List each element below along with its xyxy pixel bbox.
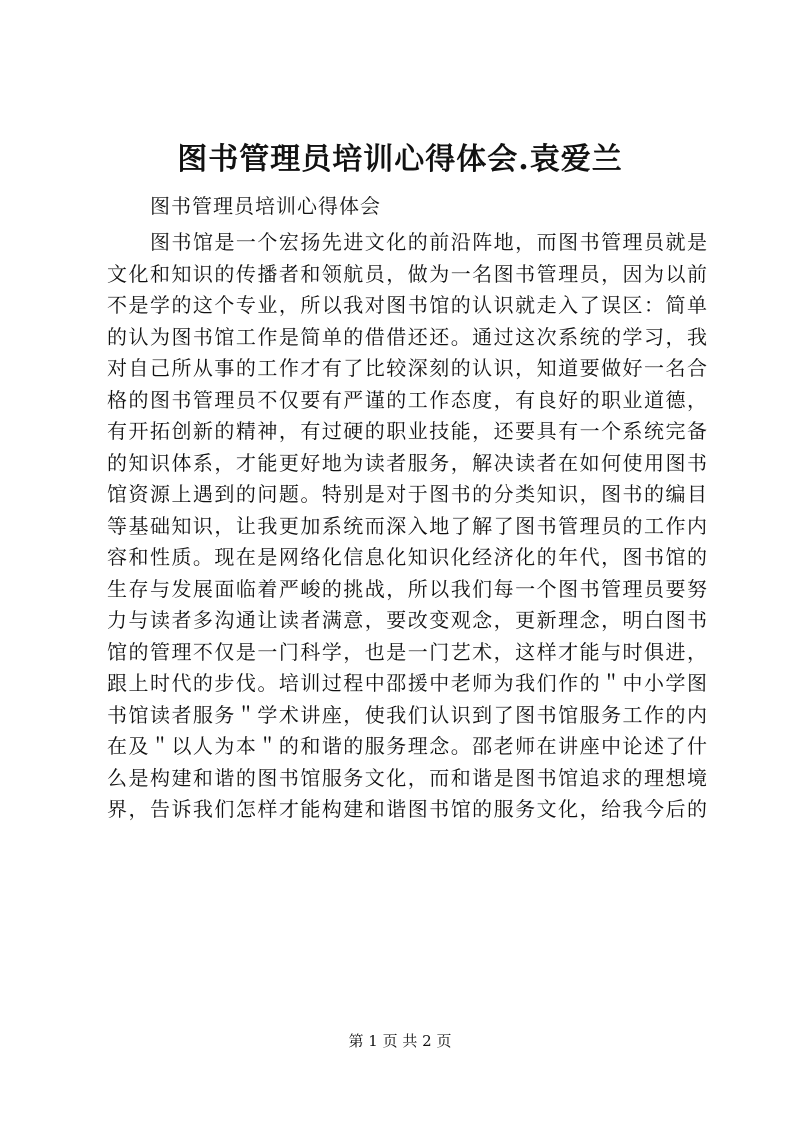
paragraph-line: 格的图书管理员不仅要有严谨的工作态度，有良好的职业道德， xyxy=(107,387,707,412)
paragraph-line: 跟上时代的步伐。培训过程中邵援中老师为我们作的＂中小学图 xyxy=(107,671,707,695)
paragraph-line: 的知识体系，才能更好地为读者服务，解决读者在如何使用图书 xyxy=(107,450,707,475)
paragraph-line: 图书馆是一个宏扬先进文化的前沿阵地，而图书管理员就是 xyxy=(150,230,707,254)
paragraph-line: 的认为图书馆工作是简单的借借还还。通过这次系统的学习，我 xyxy=(107,324,707,349)
paragraph-line: 对自己所从事的工作才有了比较深刻的认识，知道要做好一名合 xyxy=(107,356,707,380)
paragraph-line: 馆资源上遇到的问题。特别是对于图书的分类知识，图书的编目 xyxy=(107,482,707,506)
paragraph-line: 有开拓创新的精神，有过硬的职业技能，还要具有一个系统完备 xyxy=(107,419,707,443)
paragraph-line: 在及＂以人为本＂的和谐的服务理念。邵老师在讲座中论述了什 xyxy=(107,734,707,758)
page-number: 第 1 页 共 2 页 xyxy=(348,1032,452,1050)
document-subtitle: 图书管理员培训心得体会 xyxy=(150,194,381,218)
paragraph-line: 不是学的这个专业，所以我对图书馆的认识就走入了误区：简单 xyxy=(107,293,707,317)
paragraph-line: 等基础知识，让我更加系统而深入地了解了图书管理员的工作内 xyxy=(107,513,707,538)
paragraph-line: 容和性质。现在是网络化信息化知识化经济化的年代，图书馆的 xyxy=(107,545,707,569)
paragraph-line: 文化和知识的传播者和领航员，做为一名图书管理员，因为以前 xyxy=(107,261,707,286)
paragraph-line: 么是构建和谐的图书馆服务文化，而和谐是图书馆追求的理想境 xyxy=(107,765,707,790)
paragraph-line: 生存与发展面临着严峻的挑战，所以我们每一个图书管理员要努 xyxy=(107,576,707,601)
paragraph-line: 界，告诉我们怎样才能构建和谐图书馆的服务文化，给我今后的 xyxy=(107,797,707,821)
document-title: 图书管理员培训心得体会.袁爱兰 xyxy=(177,142,623,177)
paragraph-line: 力与读者多沟通让读者满意，要改变观念，更新理念，明白图书 xyxy=(107,608,707,632)
document-body xyxy=(107,227,707,826)
paragraph-line: 书馆读者服务＂学术讲座，使我们认识到了图书馆服务工作的内 xyxy=(107,702,707,727)
paragraph-line: 馆的管理不仅是一门科学，也是一门艺术，这样才能与时俱进， xyxy=(107,639,707,664)
